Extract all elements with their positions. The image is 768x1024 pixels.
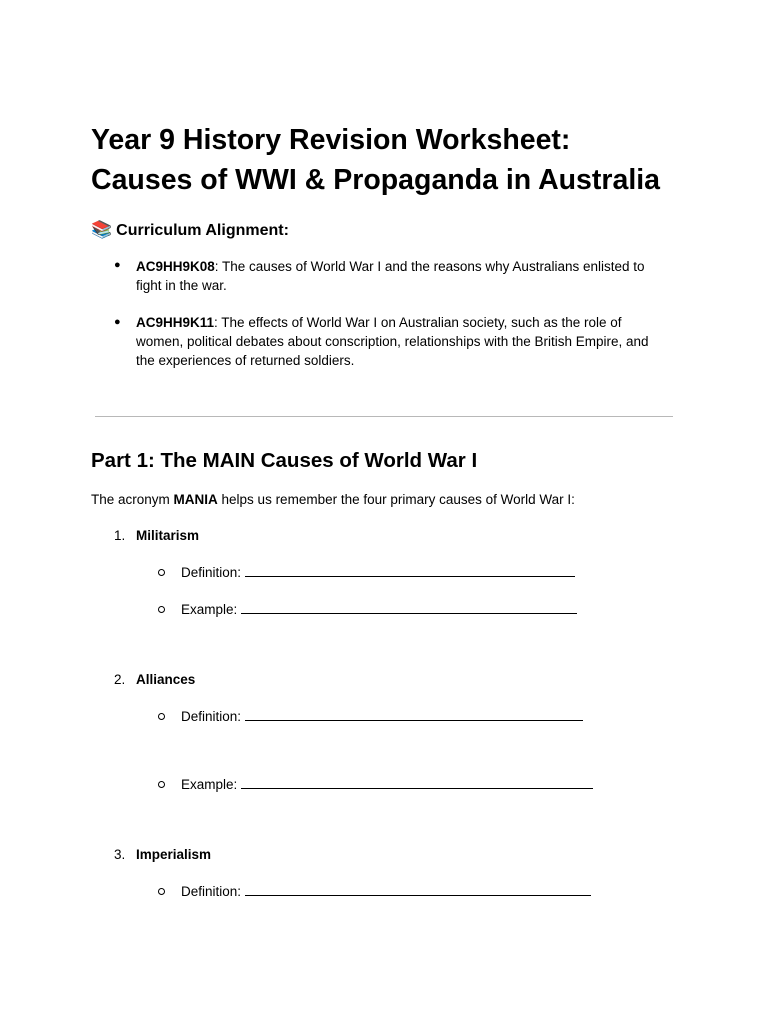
field-label: Definition: [181, 709, 242, 724]
part-1-intro [91, 490, 575, 509]
title-line-1: Year 9 History Revision Worksheet: [91, 124, 571, 156]
circle-bullet-icon [158, 606, 165, 613]
circle-bullet-icon [158, 781, 165, 788]
horizontal-divider [95, 416, 673, 417]
bullet-icon: ● [114, 316, 121, 328]
bullet-icon: ● [114, 259, 121, 271]
curriculum-text: women, political debates about conscription, relationships with the British Empire, and [136, 334, 649, 349]
imperialism-definition-field[interactable] [181, 882, 591, 901]
militarism-definition-field[interactable] [181, 563, 575, 582]
title-line-2: Causes of WWI & Propaganda in Australia [91, 164, 661, 196]
circle-bullet-icon [158, 569, 165, 576]
circle-bullet-icon [158, 713, 165, 720]
curriculum-text: : The causes of World War I and the reasons why Australians enlisted to [214, 259, 645, 274]
circle-bullet-icon [158, 888, 165, 895]
field-label: Example: [181, 602, 238, 617]
curriculum-text: the experiences of returned soldiers. [136, 353, 355, 368]
field-label: Definition: [181, 884, 242, 899]
alliances-definition-field[interactable] [181, 707, 583, 726]
curriculum-code: AC9HH9K08 [136, 259, 215, 274]
militarism-example-field[interactable] [181, 600, 577, 619]
cause-label-militarism: Militarism [136, 528, 200, 543]
list-number: 1. [114, 528, 126, 543]
cause-label-alliances: Alliances [136, 672, 196, 687]
answer-blank[interactable] [245, 563, 575, 577]
answer-blank[interactable] [245, 882, 591, 896]
field-label: Definition: [181, 565, 242, 580]
list-number: 3. [114, 847, 126, 862]
alliances-example-field[interactable] [181, 775, 593, 794]
answer-blank[interactable] [245, 707, 583, 721]
curriculum-text: : The effects of World War I on Australian society, such as the role of [214, 315, 622, 330]
intro-text: helps us remember the four primary causes of World War I: [217, 492, 575, 507]
intro-text: The acronym [91, 492, 174, 507]
curriculum-heading [91, 219, 289, 242]
acronym: MANIA [173, 492, 218, 507]
list-number: 2. [114, 672, 126, 687]
curriculum-item-1 [136, 257, 676, 295]
page-title [91, 120, 711, 200]
books-icon: 📚 [91, 220, 113, 239]
answer-blank[interactable] [241, 775, 593, 789]
curriculum-item-2 [136, 313, 676, 370]
curriculum-code: AC9HH9K11 [136, 315, 215, 330]
curriculum-heading-text: Curriculum Alignment: [116, 222, 289, 239]
answer-blank[interactable] [241, 600, 577, 614]
part-1-heading: Part 1: The MAIN Causes of World War I [91, 449, 478, 472]
curriculum-text: fight in the war. [136, 278, 227, 293]
field-label: Example: [181, 777, 238, 792]
cause-label-imperialism: Imperialism [136, 847, 212, 862]
